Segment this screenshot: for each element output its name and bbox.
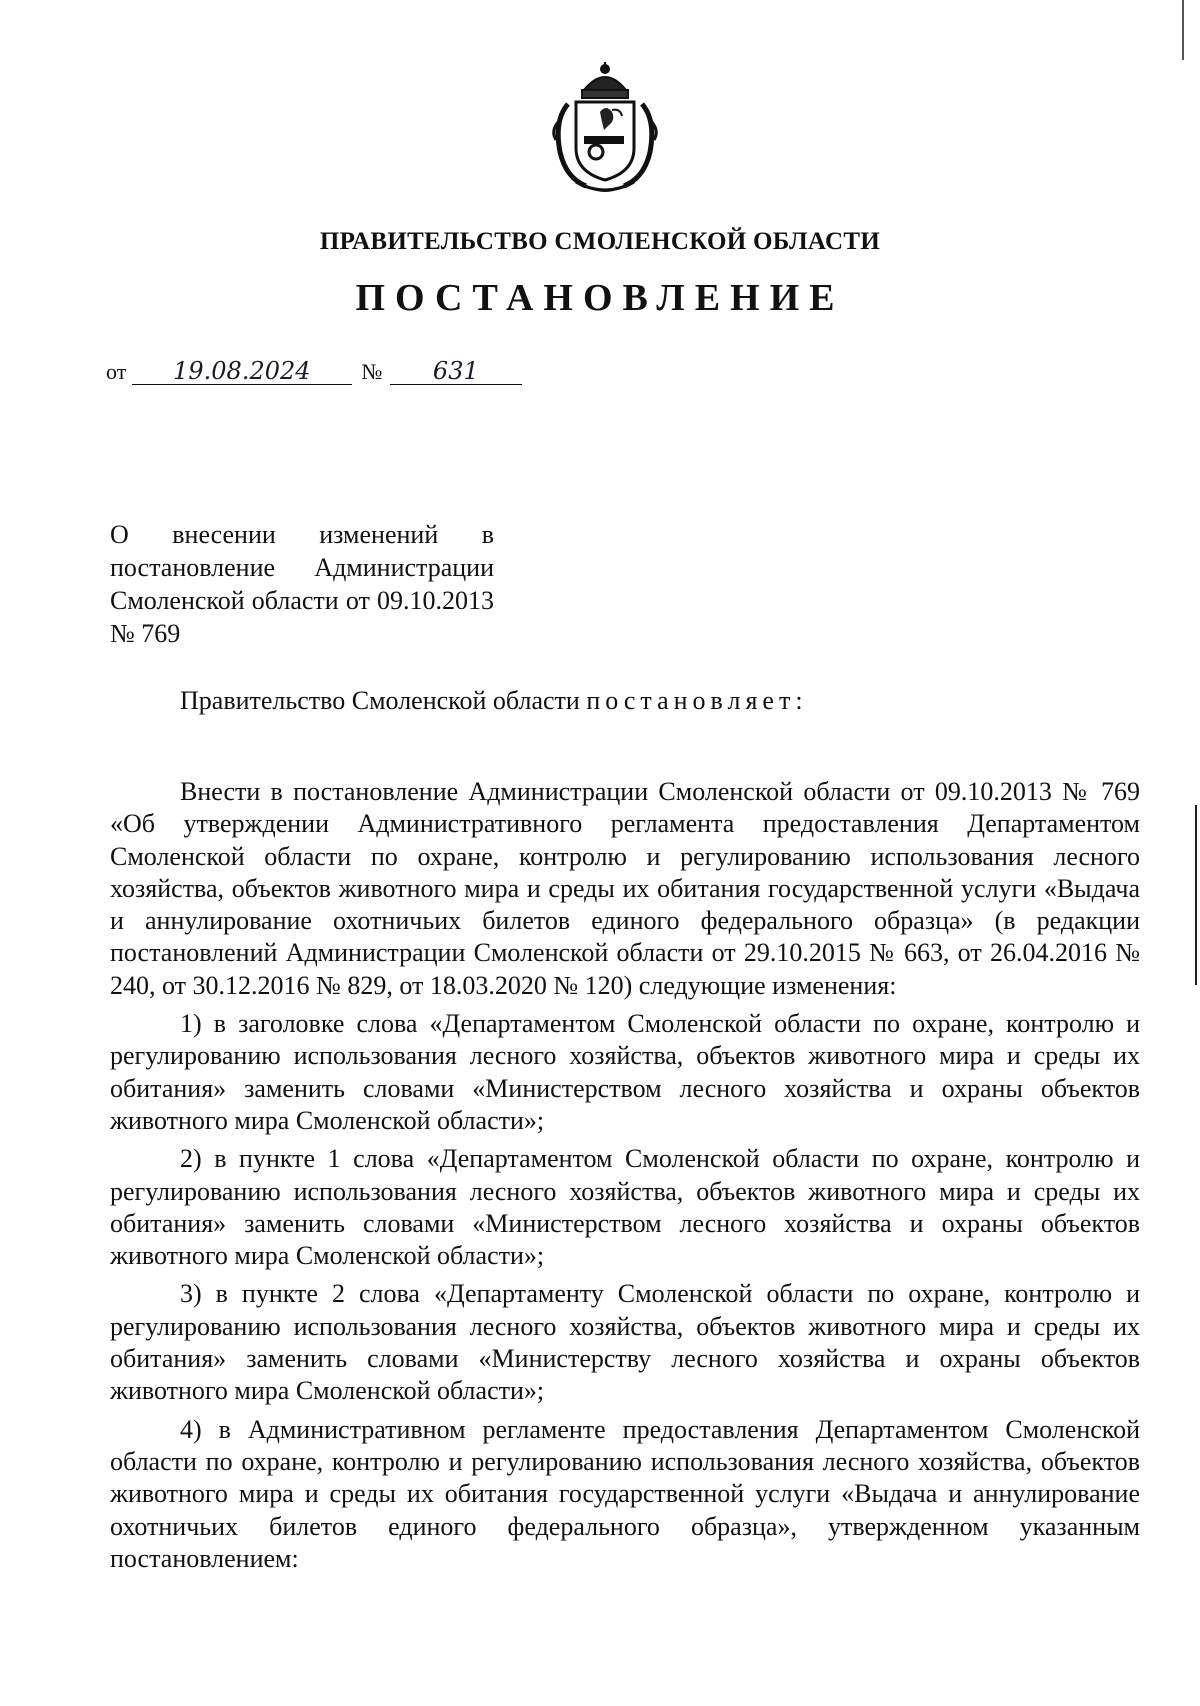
scan-edge-mark xyxy=(1195,805,1197,985)
body-paragraph: 3) в пункте 2 слова «Департаменту Смоленской области по охране, контролю и регулированию использования лесного хозяйства, объектов животного мира и среды их обитания» заменить словами «Министерству лесного хозяйства и охраны объектов животного мира Смоленской области»; xyxy=(110,1279,1140,1406)
body-paragraph: 4) в Административном регламенте предоставления Департаментом Смоленской области по охране, контролю и регулированию использования лесного хозяйства, объектов животного мира и среды их обитания государственной услуги «Выдача и аннулирование охотничьих билетов единого федерального образца», утвержденном указанным постановлением: xyxy=(110,1414,1140,1573)
number-label: № xyxy=(361,359,383,384)
handwritten-number: 631 xyxy=(390,358,522,385)
document-type-title: ПОСТАНОВЛЕНИЕ xyxy=(355,277,845,319)
decree-verb: постановляет: xyxy=(586,686,808,715)
document-body xyxy=(110,776,1140,1581)
body-paragraph: Внести в постановление Администрации Смоленской области от 09.10.2013 № 769 «Об утверждении Административного регламента предоставления Департаментом Смоленской области по охране, контролю и регулированию использования лесного хозяйства, объектов животного мира и среды их обитания государственной услуги «Выдача и аннулирование охотничьих билетов единого федерального образца» (в редакции постановлений Администрации Смоленской области от 29.10.2015 № 663, от 26.04.2016 № 240, от 30.12.2016 № 829, от 18.03.2020 № 120) следующие изменения: xyxy=(110,777,1140,1000)
decree-prefix: Правительство Смоленской области xyxy=(180,686,580,715)
smolensk-coat-of-arms-icon xyxy=(546,60,664,196)
scan-edge-mark xyxy=(1182,0,1184,60)
date-label: от xyxy=(106,359,127,384)
document-subject: О внесении изменений в постановление Администрации Смоленской области от 09.10.2013 № 769 xyxy=(110,520,494,648)
handwritten-date: 19.08.2024 xyxy=(132,358,352,385)
body-paragraph: 1) в заголовке слова «Департаментом Смоленской области по охране, контролю и регулированию использования лесного хозяйства, объектов животного мира и среды их обитания» заменить словами «Министерством лесного хозяйства и охраны объектов животного мира Смоленской области»; xyxy=(110,1009,1140,1135)
organization-title: ПРАВИТЕЛЬСТВО СМОЛЕНСКОЙ ОБЛАСТИ xyxy=(319,228,881,255)
date-number-line xyxy=(106,358,522,385)
body-paragraph: 2) в пункте 1 слова «Департаментом Смоленской области по охране, контролю и регулированию использования лесного хозяйства, объектов животного мира и среды их обитания» заменить словами «Министерством лесного хозяйства и охраны объектов животного мира Смоленской области»; xyxy=(110,1144,1140,1271)
decree-statement xyxy=(180,686,808,716)
